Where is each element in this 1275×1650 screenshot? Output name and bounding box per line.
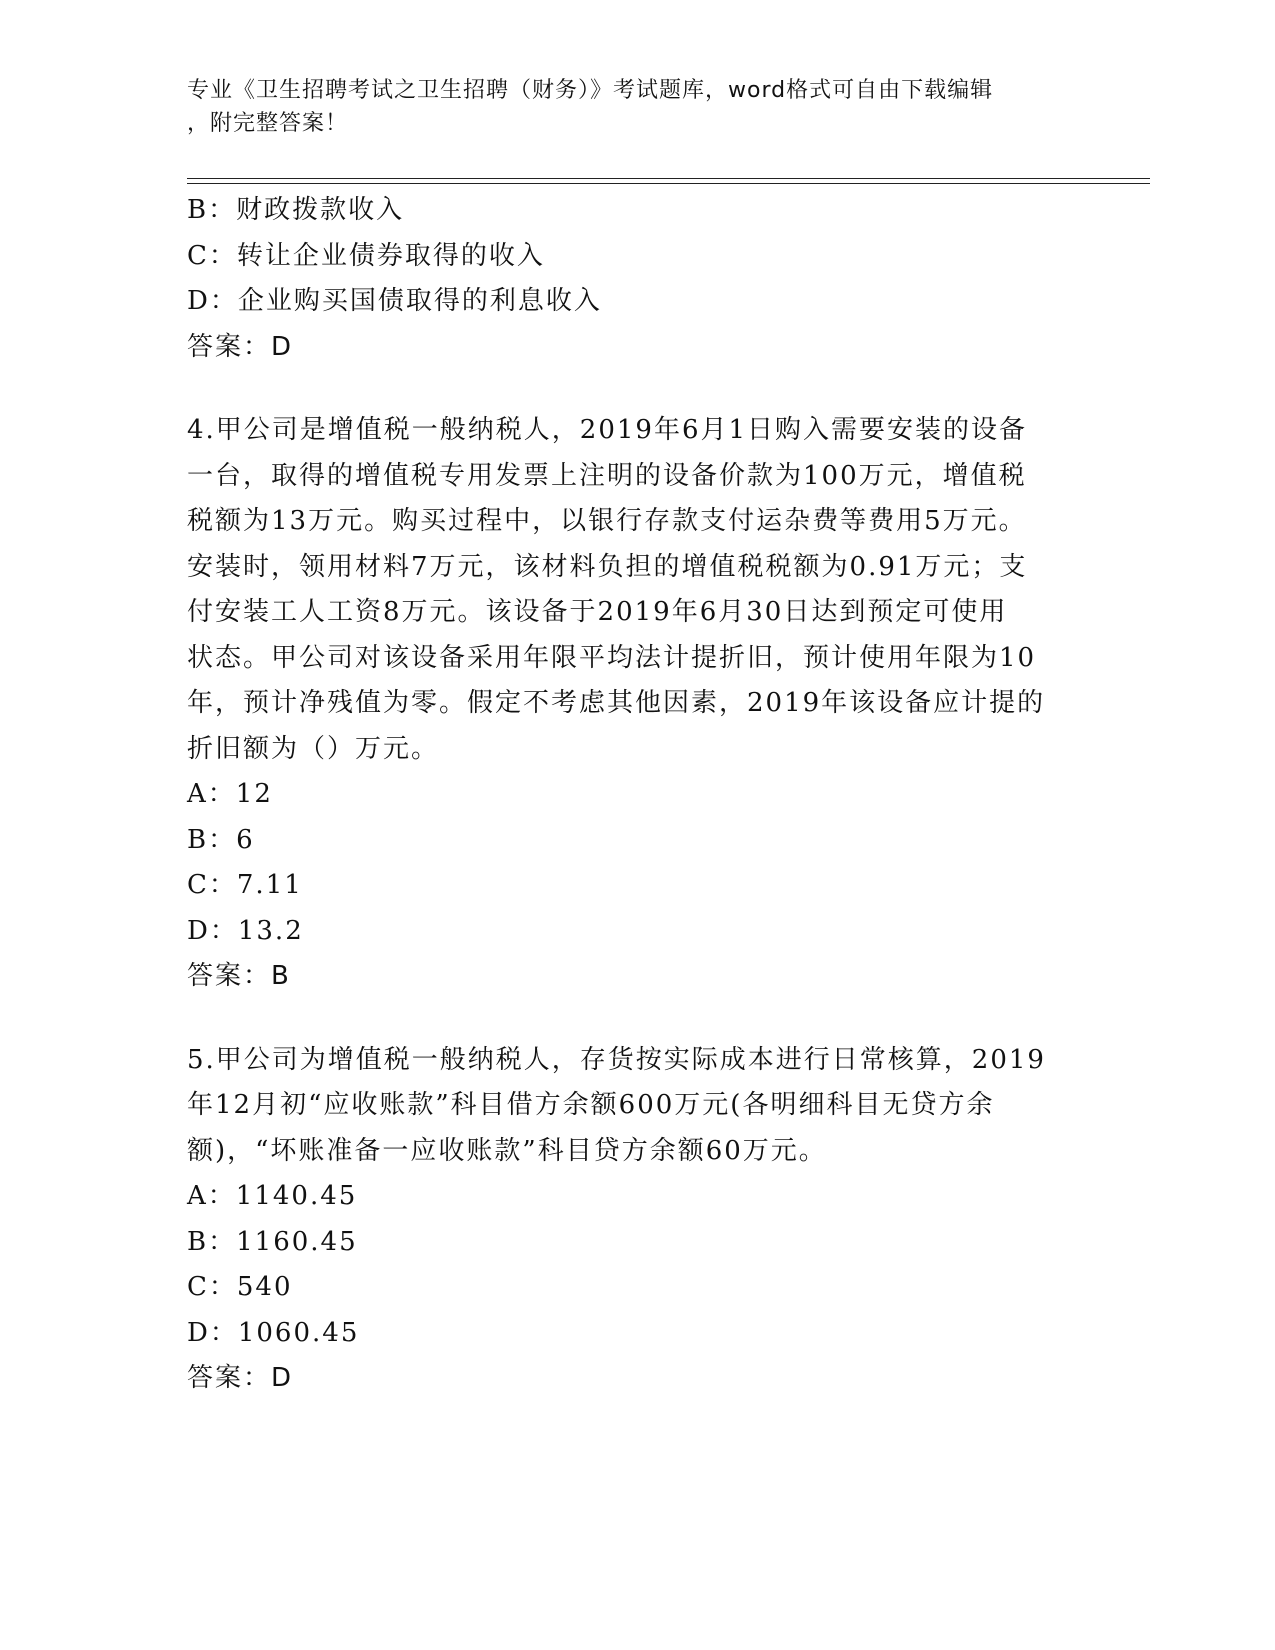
question-stem-line: 年，预计净残值为零。假定不考虑其他因素，2019年该设备应计提的 [187, 688, 1046, 718]
option-b: B：财政拨款收入 [187, 195, 405, 225]
option-b: B：6 [187, 824, 255, 855]
answer: 答案：B [187, 961, 291, 991]
option-a: A：1140.45 [187, 1181, 358, 1211]
header-line-2: ，附完整答案！ [187, 111, 349, 136]
option-a: A：12 [187, 779, 273, 809]
option-c: C：540 [187, 1272, 293, 1302]
question-stem-line: 额)，“坏账准备一应收账款”科目贷方余额60万元。 [187, 1135, 827, 1166]
answer: 答案：D [187, 331, 294, 362]
question-stem-line: 付安装工人工资8万元。该设备于2019年6月30日达到预定可使用 [187, 597, 1008, 627]
header-divider-bottom [187, 183, 1150, 184]
question-stem-line: 5.甲公司为增值税一般纳税人，存货按实际成本进行日常核算，2019 [187, 1044, 1046, 1075]
option-d: D：13.2 [187, 915, 304, 946]
option-d: D：1060.45 [187, 1317, 360, 1348]
question-stem-line: 状态。甲公司对该设备采用年限平均法计提折旧，预计使用年限为10 [187, 642, 1037, 673]
question-stem-line: 折旧额为（）万元。 [187, 733, 440, 764]
question-4 [187, 408, 1067, 1000]
option-d: D：企业购买国债取得的利息收入 [187, 286, 602, 316]
option-b: B：1160.45 [187, 1226, 358, 1257]
document-body [187, 188, 1067, 1402]
option-c: C：7.11 [187, 870, 303, 900]
question-stem-line: 一台，取得的增值税专用发票上注明的设备价款为100万元，增值税 [187, 460, 1027, 491]
header-line-1: 专业《卫生招聘考试之卫生招聘（财务）》考试题库，word格式可自由下载编辑 [187, 78, 994, 103]
document-header [187, 74, 1067, 140]
question-stem-line: 4.甲公司是增值税一般纳税人，2019年6月1日购入需要安装的设备 [187, 415, 1028, 445]
question-stem-line: 年12月初“应收账款”科目借方余额600万元(各明细科目无贷方余 [187, 1090, 995, 1120]
question-stem-line: 安装时，领用材料7万元，该材料负担的增值税税额为0.91万元；支 [187, 551, 1028, 582]
answer: 答案：D [187, 1363, 294, 1393]
question-stem-line: 税额为13万元。购买过程中，以银行存款支付运杂费等费用5万元。 [187, 506, 1027, 536]
option-c: C：转让企业债券取得的收入 [187, 240, 545, 271]
question-3-tail [187, 188, 1067, 370]
header-divider-top [187, 178, 1150, 179]
question-5 [187, 1038, 1067, 1402]
